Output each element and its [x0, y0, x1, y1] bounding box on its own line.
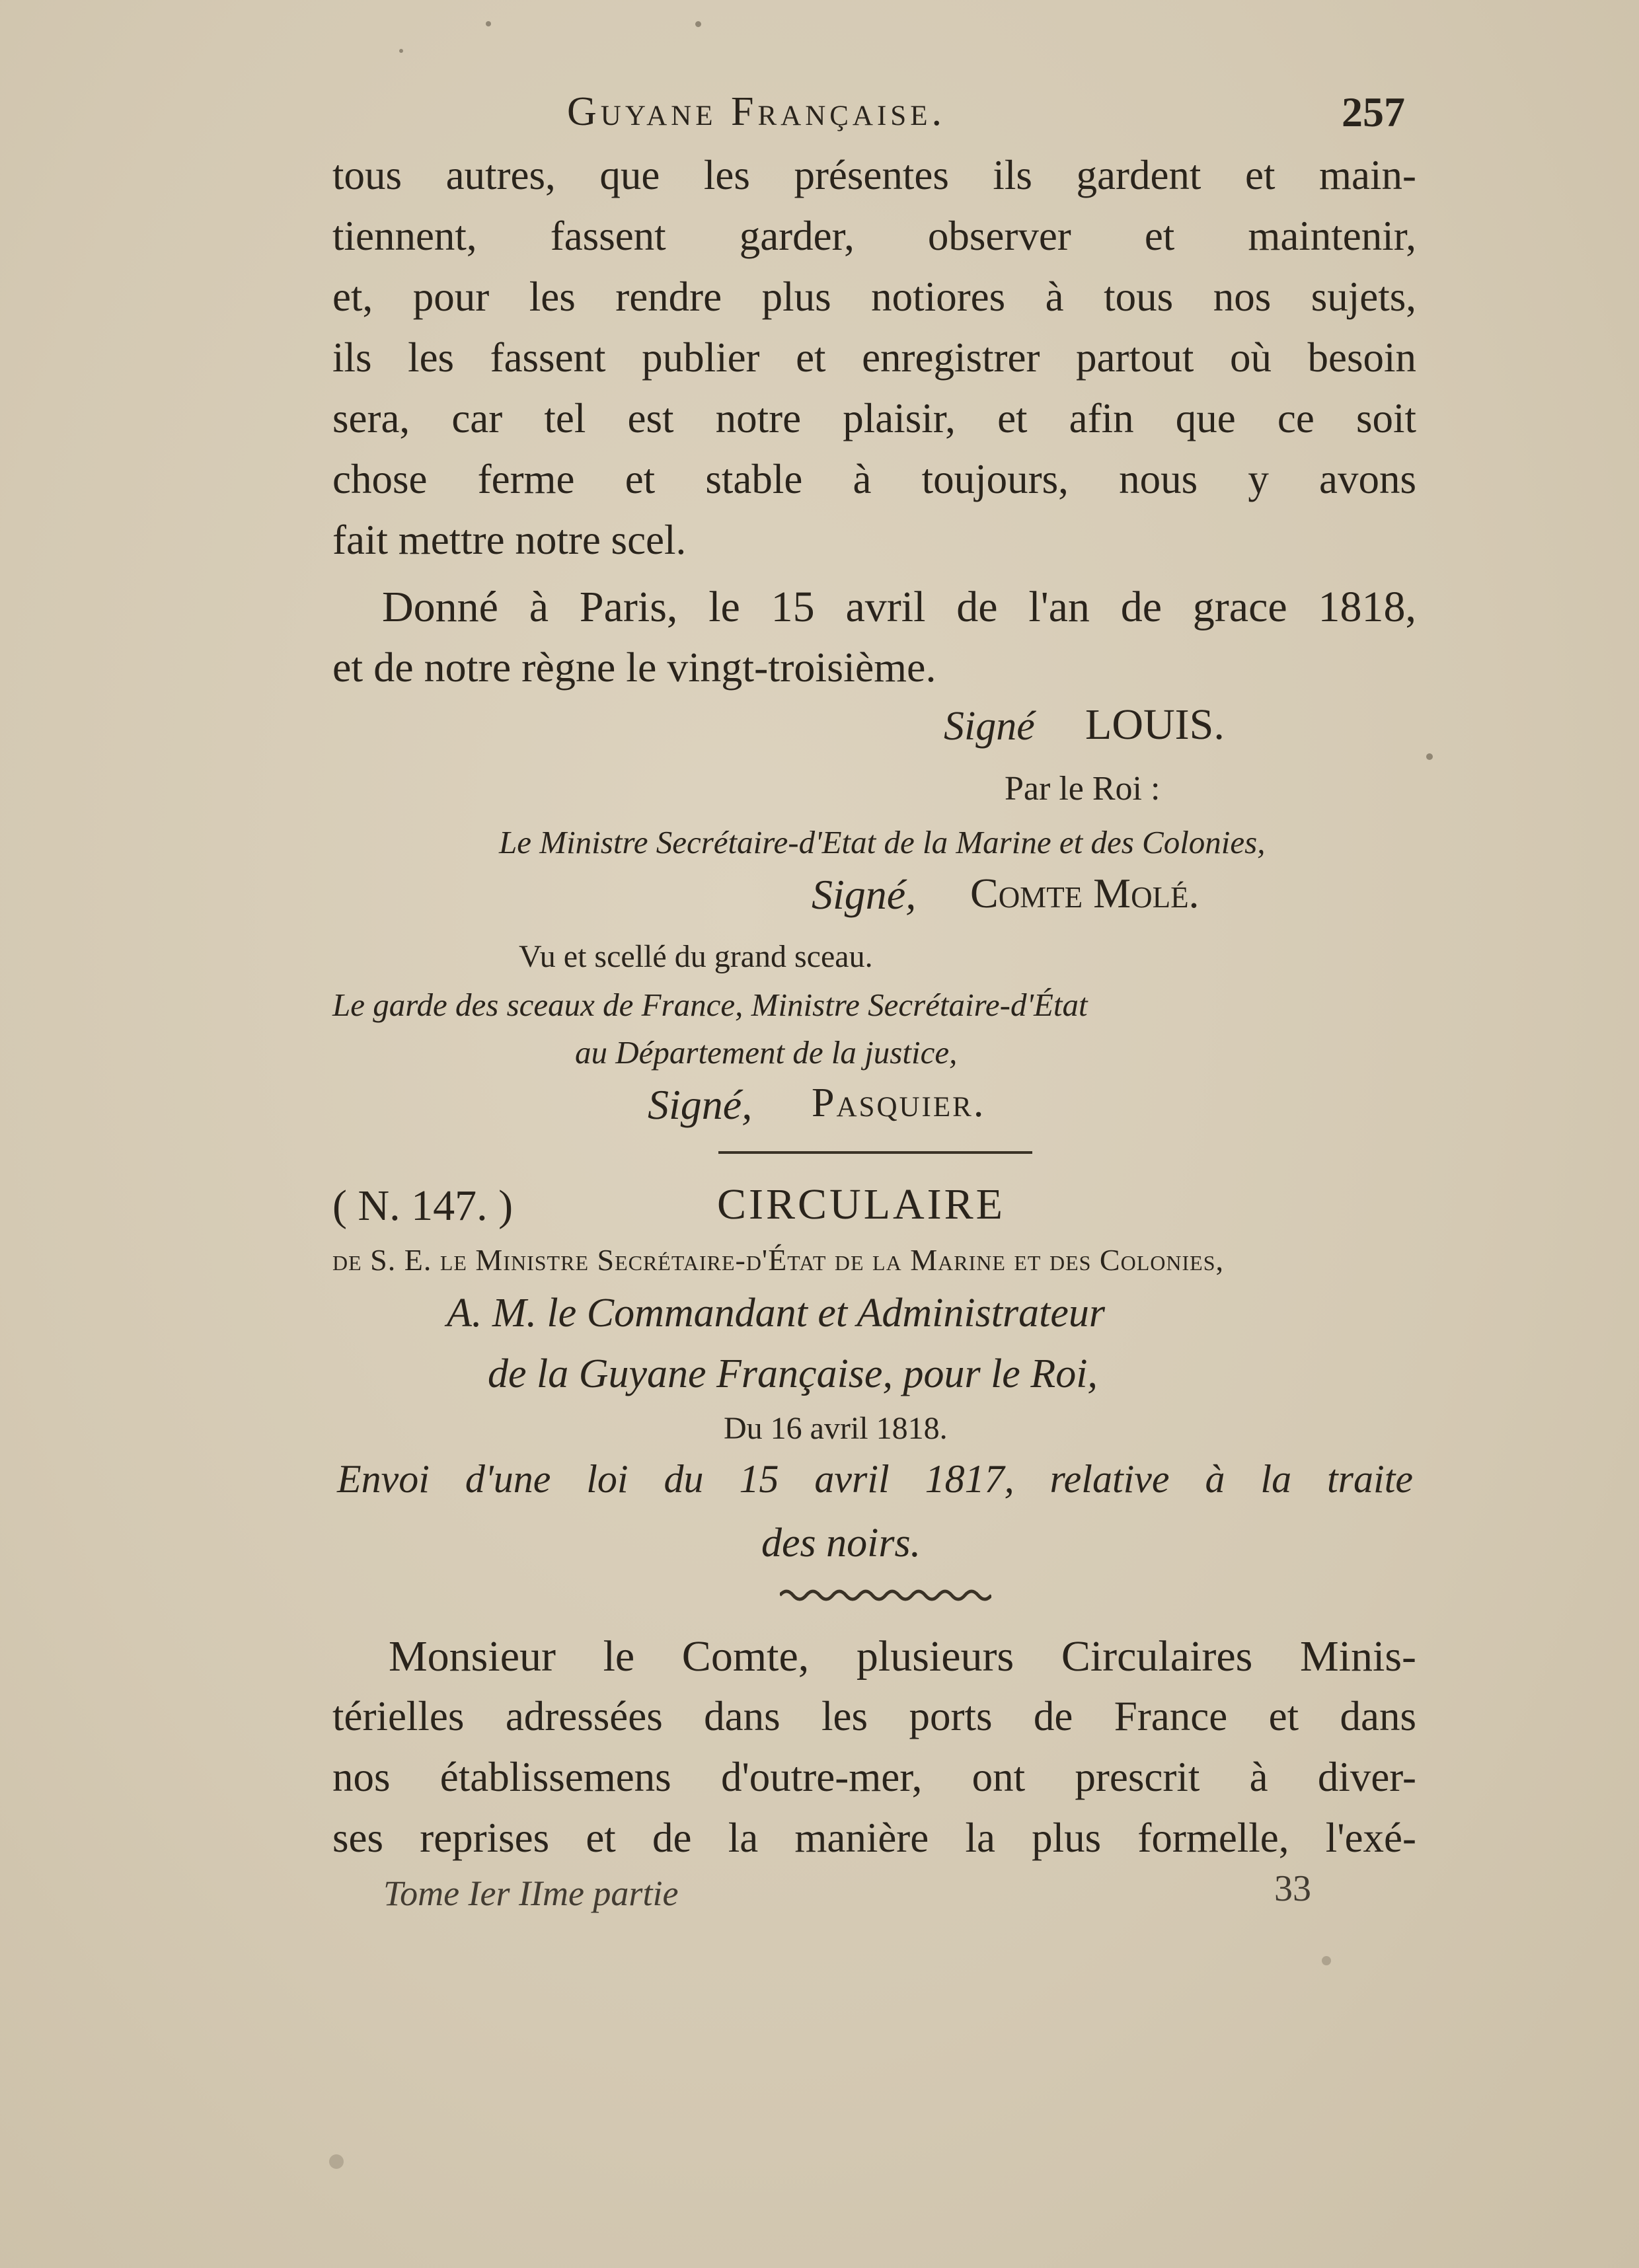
signe-louis-name: LOUIS. [1085, 700, 1225, 749]
text-line: chose ferme et stable à toujours, nous y avons [332, 456, 1416, 502]
circular-date: Du 16 avril 1818. [724, 1411, 948, 1446]
circular-number: ( N. 147. ) [332, 1182, 514, 1230]
signe-pasquier-word: Signé, [648, 1081, 753, 1128]
text-line: nos établissemens d'outre-mer, ont prescrit à diver- [332, 1754, 1416, 1800]
garde-line-1: Le garde des sceaux de France, Ministre Secrétaire-d'État [332, 987, 1088, 1023]
circular-subject-line-2: des noirs. [761, 1521, 921, 1566]
signe-pasquier-name: Pasquier. [812, 1080, 986, 1125]
text-line: ses reprises et de la manière la plus formelle, l'exé- [332, 1815, 1416, 1861]
running-title: Guyane Française. [567, 89, 946, 134]
signe-mole-name: Comte Molé. [970, 870, 1200, 917]
signe-louis-word: Signé [944, 704, 1035, 749]
circular-subject-line-1: Envoi d'une loi du 15 avril 1817, relative à la traite [337, 1457, 1413, 1501]
page-number: 257 [1342, 89, 1405, 135]
text-line: et, pour les rendre plus notiores à tous nos sujets, [332, 274, 1416, 320]
text-line: fait mettre notre scel. [332, 517, 687, 563]
paper-speck [1322, 1956, 1331, 1965]
minister-title: Le Ministre Secrétaire-d'Etat de la Marine et des Colonies, [499, 824, 1266, 860]
circular-from-line: de S. E. le Ministre Secrétaire-d'État de la Marine et des Colonies, [332, 1243, 1224, 1277]
text-line: térielles adressées dans les ports de France et dans [332, 1693, 1416, 1739]
given-line-1: Donné à Paris, le 15 avril de l'an de grace 1818, [382, 583, 1416, 631]
signe-mole-word: Signé, [812, 871, 917, 918]
text-line: ils les fassent publier et enregistrer partout où besoin [332, 334, 1416, 381]
par-le-roi: Par le Roi : [1005, 770, 1161, 808]
paper-speck [329, 2154, 344, 2169]
circular-to-line-1: A. M. le Commandant et Administrateur [447, 1291, 1105, 1336]
garde-line-2: au Département de la justice, [575, 1034, 958, 1071]
circular-heading: CIRCULAIRE [717, 1180, 1005, 1228]
sheet-number: 33 [1274, 1868, 1311, 1909]
paper-speck [486, 21, 491, 26]
text-line: tous autres, que les présentes ils gardent et main- [332, 152, 1416, 198]
signature-mark: Tome Ier IIme partie [383, 1873, 679, 1913]
paper-speck [399, 49, 403, 53]
circular-to-line-2: de la Guyane Française, pour le Roi, [488, 1351, 1098, 1396]
paper-speck [1426, 753, 1433, 760]
paper-speck [695, 21, 701, 27]
text-line: tiennent, fassent garder, observer et maintenir, [332, 213, 1416, 259]
given-line-2: et de notre règne le vingt-troisième. [332, 644, 936, 691]
vu-scelle: Vu et scellé du grand sceau. [519, 939, 873, 974]
section-rule [718, 1151, 1032, 1154]
wavy-ornament [780, 1586, 991, 1605]
text-line: sera, car tel est notre plaisir, et afin que ce soit [332, 395, 1416, 441]
text-line: Monsieur le Comte, plusieurs Circulaires Minis- [389, 1632, 1416, 1681]
